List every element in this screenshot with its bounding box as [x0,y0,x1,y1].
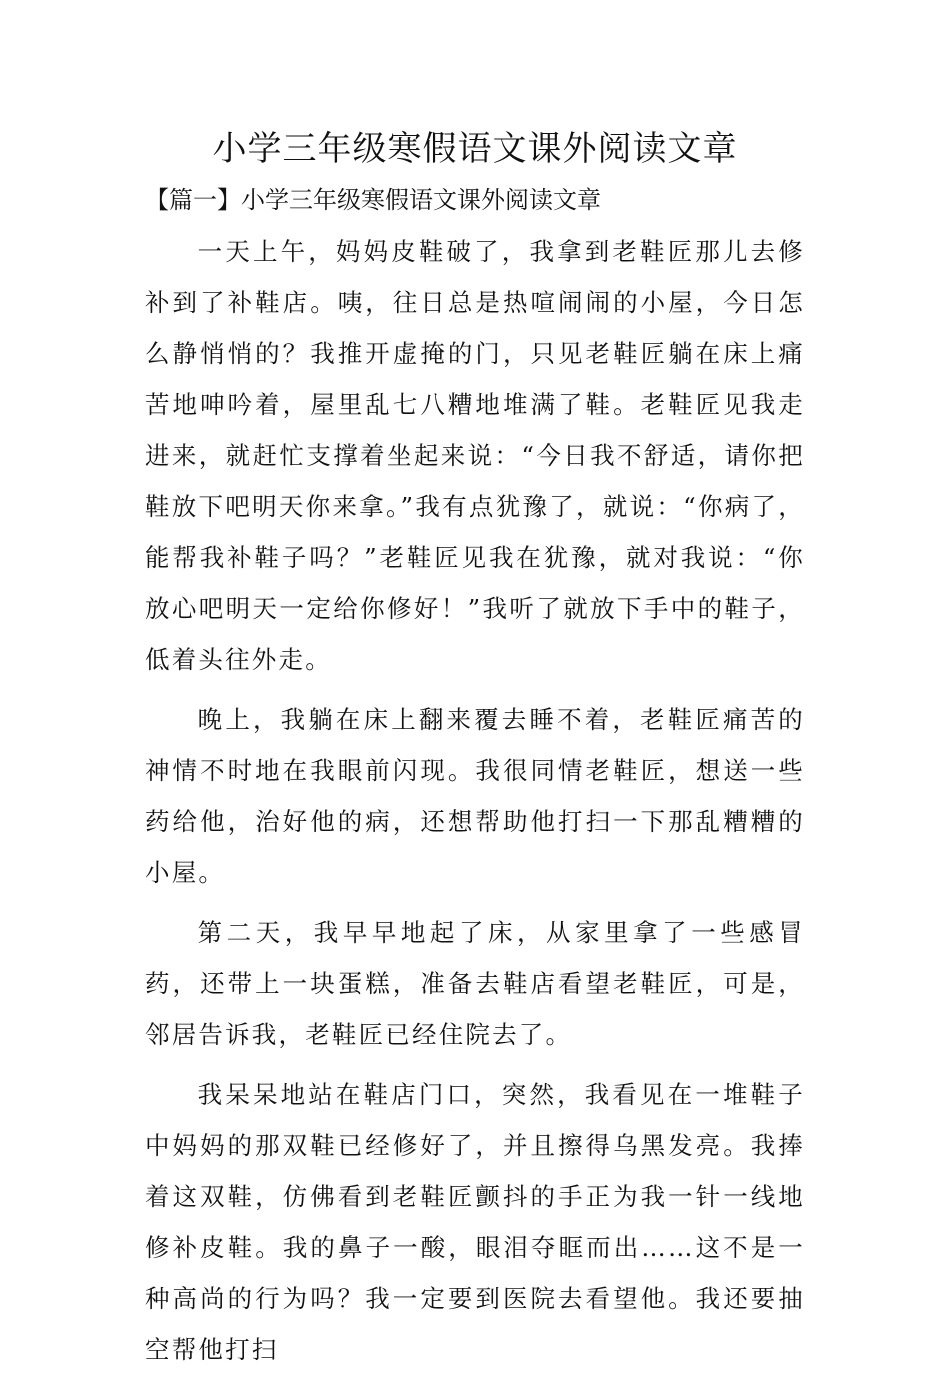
document-title: 小学三年级寒假语文课外阅读文章 [212,129,738,169]
paragraph: 我呆呆地站在鞋店门口，突然，我看见在一堆鞋子中妈妈的那双鞋已经修好了，并且擦得乌黑发亮。我捧着这双鞋，仿佛看到老鞋匠颤抖的手正为我一针一线地修补皮鞋。我的鼻子一酸，眼泪夺眶而出……这不是一种高尚的行为吗？我一定要到医院去看望他。我还要抽空帮他打扫 [145,1080,805,1364]
paragraph: 晚上，我躺在床上翻来覆去睡不着，老鞋匠痛苦的神情不时地在我眼前闪现。我很同情老鞋匠，想送一些药给他，治好他的病，还想帮助他打扫一下那乱糟糟的小屋。 [145,705,805,887]
section-heading: 【篇一】小学三年级寒假语文课外阅读文章 [145,186,601,214]
paragraph: 一天上午，妈妈皮鞋破了，我拿到老鞋匠那儿去修补到了补鞋店。咦，往日总是热喧闹闹的小屋，今日怎么静悄悄的？我推开虚掩的门，只见老鞋匠躺在床上痛苦地呻吟着，屋里乱七八糟地堆满了鞋。老鞋匠见我走进来，就赶忙支撑着坐起来说：“今日我不舒适，请你把鞋放下吧明天你来拿。”我有点犹豫了，就说：“你病了，能帮我补鞋子吗？”老鞋匠见我在犹豫，就对我说：“你放心吧明天一定给你修好！”我听了就放下手中的鞋子，低着头往外走。 [145,237,805,674]
paragraph: 第二天，我早早地起了床，从家里拿了一些感冒药，还带上一块蛋糕，准备去鞋店看望老鞋匠，可是，邻居告诉我，老鞋匠已经住院去了。 [145,918,805,1049]
article-body [145,226,805,1384]
